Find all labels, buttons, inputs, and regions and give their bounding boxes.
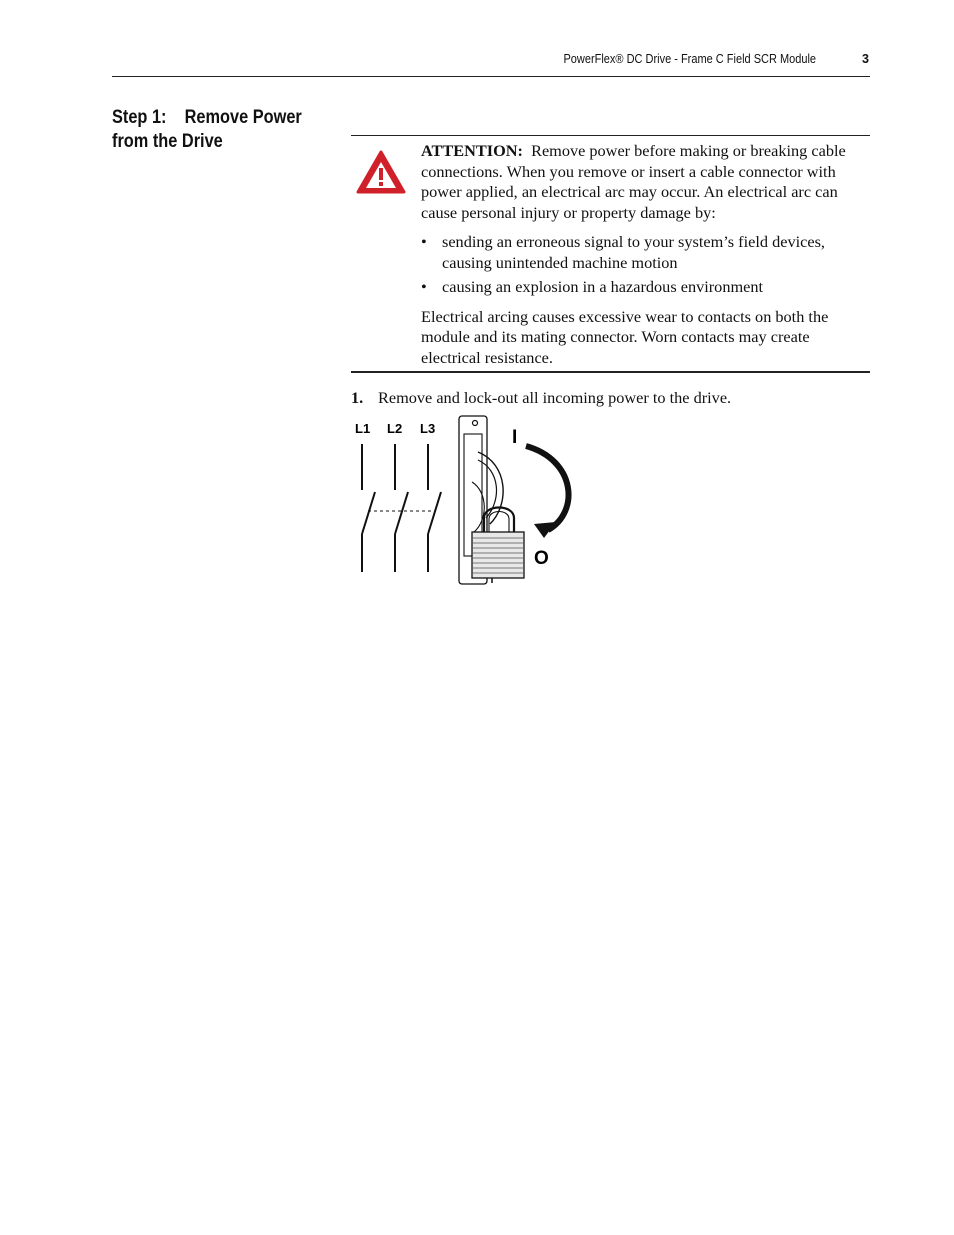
on-position-label: I [512, 427, 518, 448]
section-heading [112, 106, 318, 154]
attention-label: ATTENTION: [421, 141, 523, 160]
step-number: 1. [351, 388, 364, 407]
section-heading-line1: Step 1: Remove Power [112, 107, 302, 128]
header-rule [112, 76, 870, 77]
phase-label-l2: L2 [387, 421, 403, 436]
disconnect-contacts [362, 444, 441, 572]
off-position-label: O [534, 548, 549, 569]
attention-closing: Electrical arcing causes excessive wear to contacts on both the module and its mating connector. Worn contacts may create electrical resistance. [421, 306, 829, 367]
warning-triangle-icon [355, 149, 407, 195]
phase-label-l3: L3 [420, 421, 436, 436]
section-heading-line2: from the Drive [112, 131, 223, 152]
header-title: PowerFlex® DC Drive - Frame C Field SCR Module [563, 52, 816, 66]
lockout-disconnect-figure [348, 412, 588, 592]
rotate-arrow-icon [526, 446, 569, 538]
step-item [351, 388, 870, 408]
attention-intro [421, 141, 867, 223]
attention-text [421, 141, 867, 368]
attention-box [351, 135, 870, 373]
list-item: • sending an erroneous signal to your system’s field devices, causing unintended machine motion [421, 232, 867, 273]
list-item: • causing an explosion in a hazardous environment [421, 277, 867, 298]
page-number: 3 [862, 52, 869, 66]
step-text: Remove and lock-out all incoming power to the drive. [378, 388, 732, 407]
phase-label-l1: L1 [355, 421, 371, 436]
attention-bullets [421, 232, 867, 298]
attention-intro-text: Remove power before making or breaking cable connections. When you remove or insert a cable connector with power applied, an electrical arc may occur. An electrical arc can cause personal injury or property damage by: [421, 141, 846, 222]
